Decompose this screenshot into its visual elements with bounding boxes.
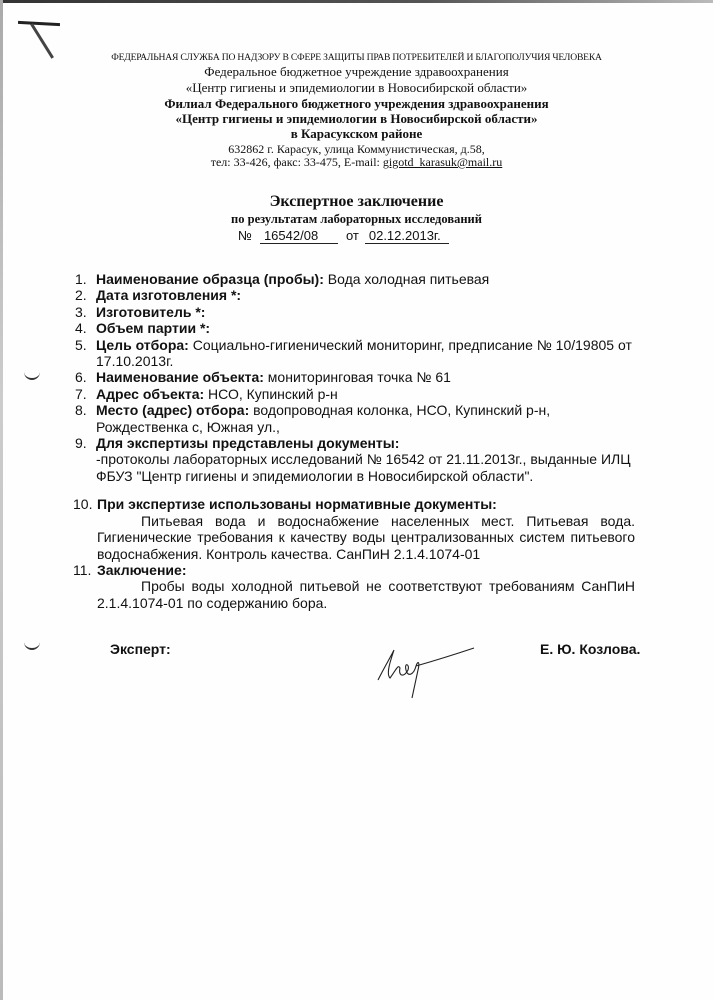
item-value: водопроводная колонка, НСО, Купинский р-н, Рождественка с, Южная ул., (96, 402, 551, 435)
item-number: 5. (75, 336, 87, 353)
item-number: 3. (75, 303, 87, 320)
list-item (75, 304, 635, 320)
item-number: 11. (73, 561, 92, 578)
item-label: Изготовитель *: (96, 303, 206, 320)
item-label: Адрес объекта: (96, 385, 205, 402)
agency-name: ФЕДЕРАЛЬНАЯ СЛУЖБА ПО НАДЗОРУ В СФЕРЕ ЗАЩИТЫ ПРАВ ПОТРЕБИТЕЛЕЙ И БЛАГОПОЛУЧИЯ ЧЕЛОВЕКА (111, 52, 602, 63)
item-number: 10. (73, 496, 93, 513)
document-number-line (238, 228, 449, 244)
item-number: 4. (75, 320, 87, 337)
list-item (75, 496, 635, 562)
list-item (75, 386, 635, 402)
item-label: Объем партии *: (96, 320, 211, 337)
branch-line-3: в Карасукском районе (290, 126, 423, 141)
item-value: Социально-гигиенический мониторинг, предписание № 10/19805 от 17.10.2013г. (96, 336, 632, 370)
document-date: 02.12.2013г. (365, 228, 449, 244)
items-list (75, 271, 635, 611)
list-item (75, 287, 635, 303)
item-value: НСО, Купинский р-н (204, 385, 338, 402)
expert-label: Эксперт: (110, 641, 171, 657)
item-label: Для экспертизы представлены документы: (96, 435, 400, 452)
item-number: 8. (75, 402, 87, 419)
document-number: 16542/08 (260, 228, 338, 244)
list-item (75, 369, 635, 385)
document-subtitle: по результатам лабораторных исследований (231, 212, 482, 226)
item-number: 7. (75, 385, 87, 402)
item-label: При экспертизе использованы нормативные документы: (97, 496, 497, 513)
item-label: Наименование образца (пробы): (96, 271, 324, 287)
item-number: 6. (75, 369, 87, 386)
item-value: мониторинговая точка № 61 (263, 369, 451, 386)
item-value: Пробы воды холодной питьевой не соответствуют требованиям СанПиН 2.1.4.1074-01 по содержанию бора. (97, 578, 635, 611)
institution-line-2: «Центр гигиены и эпидемиологии в Новосибирской области» (185, 80, 528, 95)
list-item (75, 402, 635, 435)
item-label: Дата изготовления *: (96, 287, 242, 304)
item-label: Наименование объекта: (96, 369, 264, 386)
item-value: Питьевая вода и водоснабжение населенных мест. Питьевая вода. Гигиенические требования к качеству воды централизованных систем питьевого водоснабжения. Контроль качества. СанПиН 2.1.4.1074-01 (97, 512, 635, 562)
item-label: Цель отбора: (96, 336, 189, 353)
handwritten-mark (18, 21, 60, 26)
item-label: Место (адрес) отбора: (96, 402, 250, 419)
expert-name: Е. Ю. Козлова. (540, 641, 641, 657)
institution-line-1: Федеральное бюджетное учреждение здравоохранения (204, 64, 509, 79)
number-label: № (238, 228, 252, 243)
item-value: Вода холодная питьевая (323, 271, 490, 287)
document-title: Экспертное заключение (269, 193, 444, 210)
item-number: 9. (75, 435, 87, 452)
punch-hole-mark (24, 640, 40, 650)
address: 632862 г. Карасук, улица Коммунистическая, д.58, (228, 142, 485, 156)
signature-scribble-icon (370, 640, 480, 700)
scan-edge-top (0, 0, 713, 3)
contacts-prefix: тел: 33-426, факс: 33-475, E-mail: (210, 155, 383, 169)
item-number: 2. (75, 287, 87, 304)
list-item (75, 562, 635, 611)
item-number: 1. (75, 271, 87, 287)
email-link[interactable]: gigotd_karasuk@mail.ru (382, 155, 503, 169)
item-value: -протоколы лабораторных исследований № 16542 от 21.11.2013г., выданные ИЛЦ ФБУЗ "Центр гигиены и эпидемиологии в Новосибирской области". (96, 451, 631, 484)
list-item (75, 435, 635, 484)
item-label: Заключение: (97, 561, 187, 578)
date-label: от (345, 228, 359, 243)
branch-line-1: Филиал Федерального бюджетного учреждения здравоохранения (164, 96, 549, 111)
list-item (75, 320, 635, 336)
list-item (75, 337, 635, 370)
list-item (75, 271, 635, 287)
branch-line-2: «Центр гигиены и эпидемиологии в Новосибирской области» (175, 111, 538, 126)
contacts (0, 155, 713, 170)
punch-hole-mark (24, 370, 40, 380)
